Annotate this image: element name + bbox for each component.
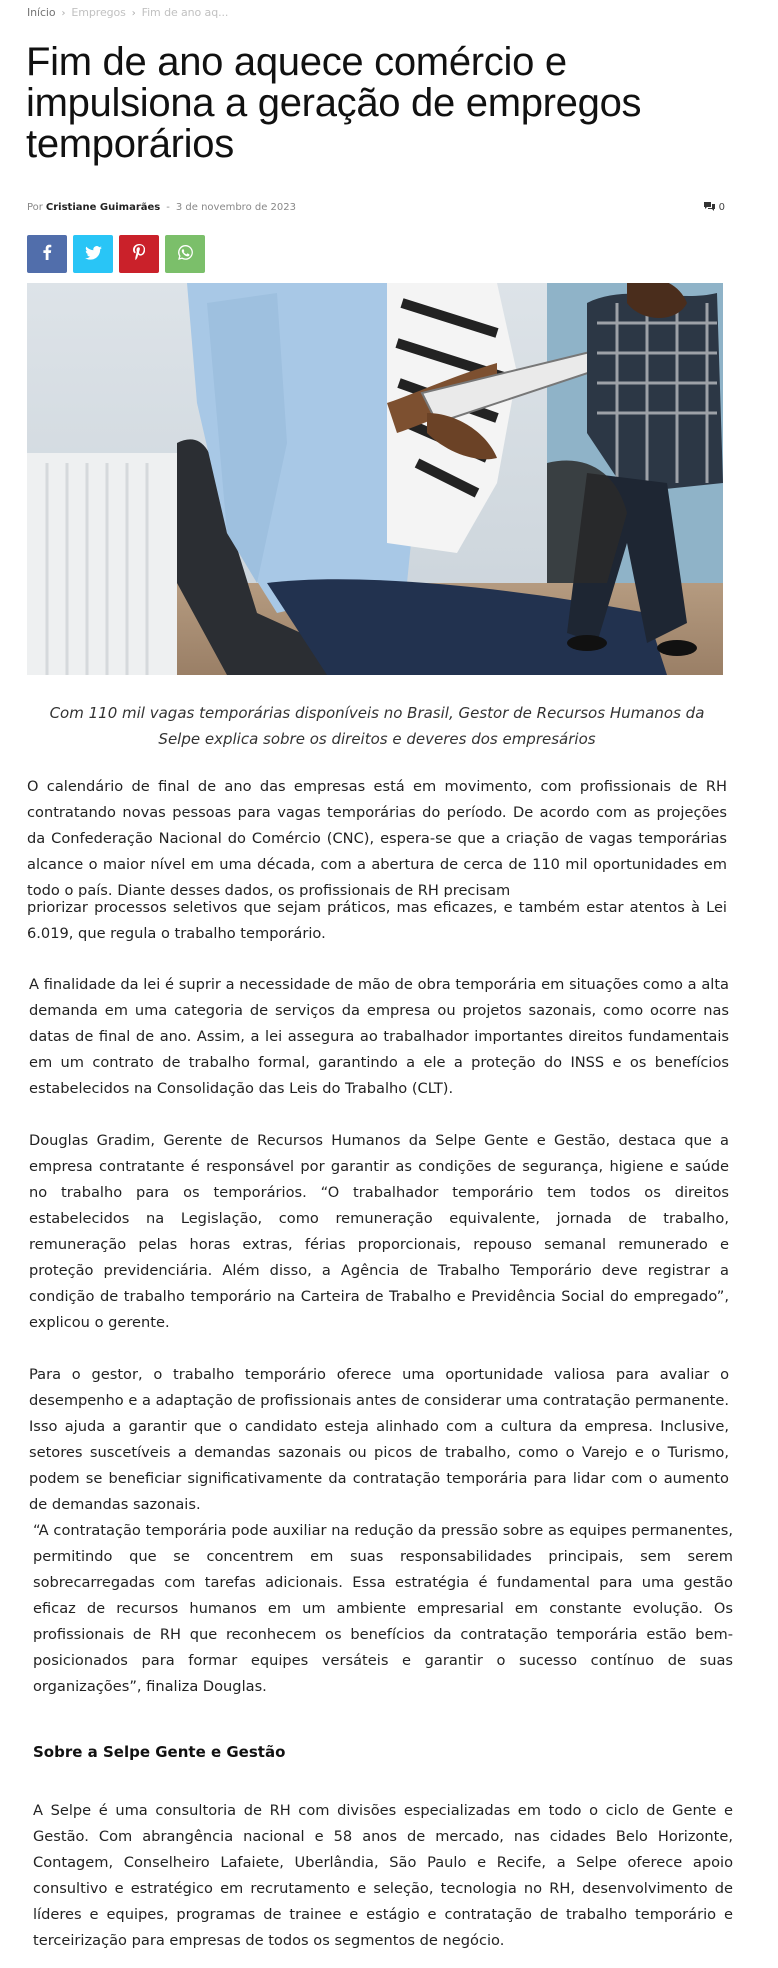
share-twitter-button[interactable] (73, 235, 113, 273)
paragraph: A Selpe é uma consultoria de RH com divisões especializadas em todo o ciclo de Gente e Gestão. Com abrangência nacional e 58 anos de mercado, nas cidades Belo Horizonte, Contagem, Conselheiro Lafaiete, Uberlândia, São Paulo e Recife, a Selpe oferece apoio consultivo e estratégico em recrutamento e seleção, tecnologia no RH, desenvolvimento de líderes e equipes, programas de trainee e estágio e contratação de trabalho temporário e terceirização para empresas de todos os segmentos de negócio. (33, 1802, 733, 1949)
comment-count: 0 (718, 202, 725, 213)
share-facebook-button[interactable] (27, 235, 67, 273)
breadcrumb-home-link[interactable]: Início (27, 6, 56, 19)
article-title: Fim de ano aquece comércio e impulsiona a geração de empregos temporários (26, 40, 642, 166)
share-bar (27, 235, 205, 273)
share-whatsapp-button[interactable] (165, 235, 205, 273)
featured-image (27, 283, 723, 675)
pinterest-icon (133, 244, 145, 264)
breadcrumb-section-link[interactable]: Empregos (71, 6, 126, 19)
paragraph: “A contratação temporária pode auxiliar na redução da pressão sobre as equipes permanentes, permitindo que se concentrem em suas responsabilidades principais, sem serem sobrecarregadas com tarefas adicionais. Essa estratégia é fundamental para uma gestão eficaz de recursos humanos em um ambiente empresarial em constante evolução. Os profissionais de RH que reconhecem os benefícios da contratação temporária estão bem-posicionados para formar equipes versáteis e garantir o sucesso contínuo de suas organizações”, finaliza Douglas. (33, 1522, 733, 1695)
whatsapp-icon (177, 244, 194, 265)
article-meta (27, 202, 725, 213)
by-label: Por (27, 202, 43, 213)
section-heading: Sobre a Selpe Gente e Gestão (33, 1743, 286, 1761)
paragraph: priorizar processos seletivos que sejam práticos, mas eficazes, e também estar atentos à Lei 6.019, que regula o trabalho temporário. (27, 899, 727, 942)
paragraph: Para o gestor, o trabalho temporário oferece uma oportunidade valiosa para avaliar o desempenho e a adaptação de profissionais antes de considerar uma contratação permanente. Isso ajuda a garantir que o candidato esteja alinhado com a cultura da empresa. Inclusive, setores suscetíveis a demandas sazonais ou picos de trabalho, como o Varejo e o Turismo, podem se beneficiar significativamente da contratação temporária para lidar com o aumento de demandas sazonais. (29, 1366, 729, 1513)
breadcrumb-current: Fim de ano aq... (141, 6, 229, 19)
breadcrumb (27, 6, 228, 19)
breadcrumb-separator-icon: › (131, 8, 136, 19)
paragraph: A finalidade da lei é suprir a necessidade de mão de obra temporária em situações como a alta demanda em uma categoria de serviços da empresa ou projetos sazonais, como ocorre nas datas de final de ano. Assim, a lei assegura ao trabalhador importantes direitos fundamentais em um contrato de trabalho formal, garantindo a ele a proteção do INSS e os benefícios estabelecidos na Consolidação das Leis do Trabalho (CLT). (29, 976, 729, 1097)
share-pinterest-button[interactable] (119, 235, 159, 273)
breadcrumb-separator-icon: › (61, 8, 66, 19)
facebook-icon (42, 244, 52, 264)
publish-date: 3 de novembro de 2023 (175, 202, 296, 213)
image-caption: Com 110 mil vagas temporárias disponíveis no Brasil, Gestor de Recursos Humanos da Selpe explica sobre os direitos e deveres dos empresários (49, 704, 705, 748)
paragraph: Douglas Gradim, Gerente de Recursos Humanos da Selpe Gente e Gestão, destaca que a empresa contratante é responsável por garantir as condições de segurança, higiene e saúde no trabalho para os temporários. “O trabalhador temporário tem todos os direitos estabelecidos na Legislação, como remuneração equivalente, jornada de trabalho, remuneração pelas horas extras, férias proporcionais, repouso semanal remunerado e proteção previdenciária. Além disso, a Agência de Trabalho Temporário deve registrar a condição de trabalho temporário na Carteira de Trabalho e Previdência Social do empregado”, explicou o gerente. (29, 1132, 729, 1331)
paragraph: O calendário de final de ano das empresas está em movimento, com profissionais de RH contratando novas pessoas para vagas temporárias do período. De acordo com as projeções da Confederação Nacional do Comércio (CNC), espera-se que a criação de vagas temporárias alcance o maior nível em uma década, com a abertura de cerca de 110 mil oportunidades em todo o país. Diante desses dados, os profissionais de RH precisam (27, 778, 727, 897)
twitter-icon (85, 245, 102, 264)
comments-link[interactable] (704, 202, 725, 213)
meta-separator: - (166, 202, 170, 213)
comment-icon (704, 202, 715, 211)
author-link[interactable]: Cristiane Guimarães (45, 202, 161, 213)
